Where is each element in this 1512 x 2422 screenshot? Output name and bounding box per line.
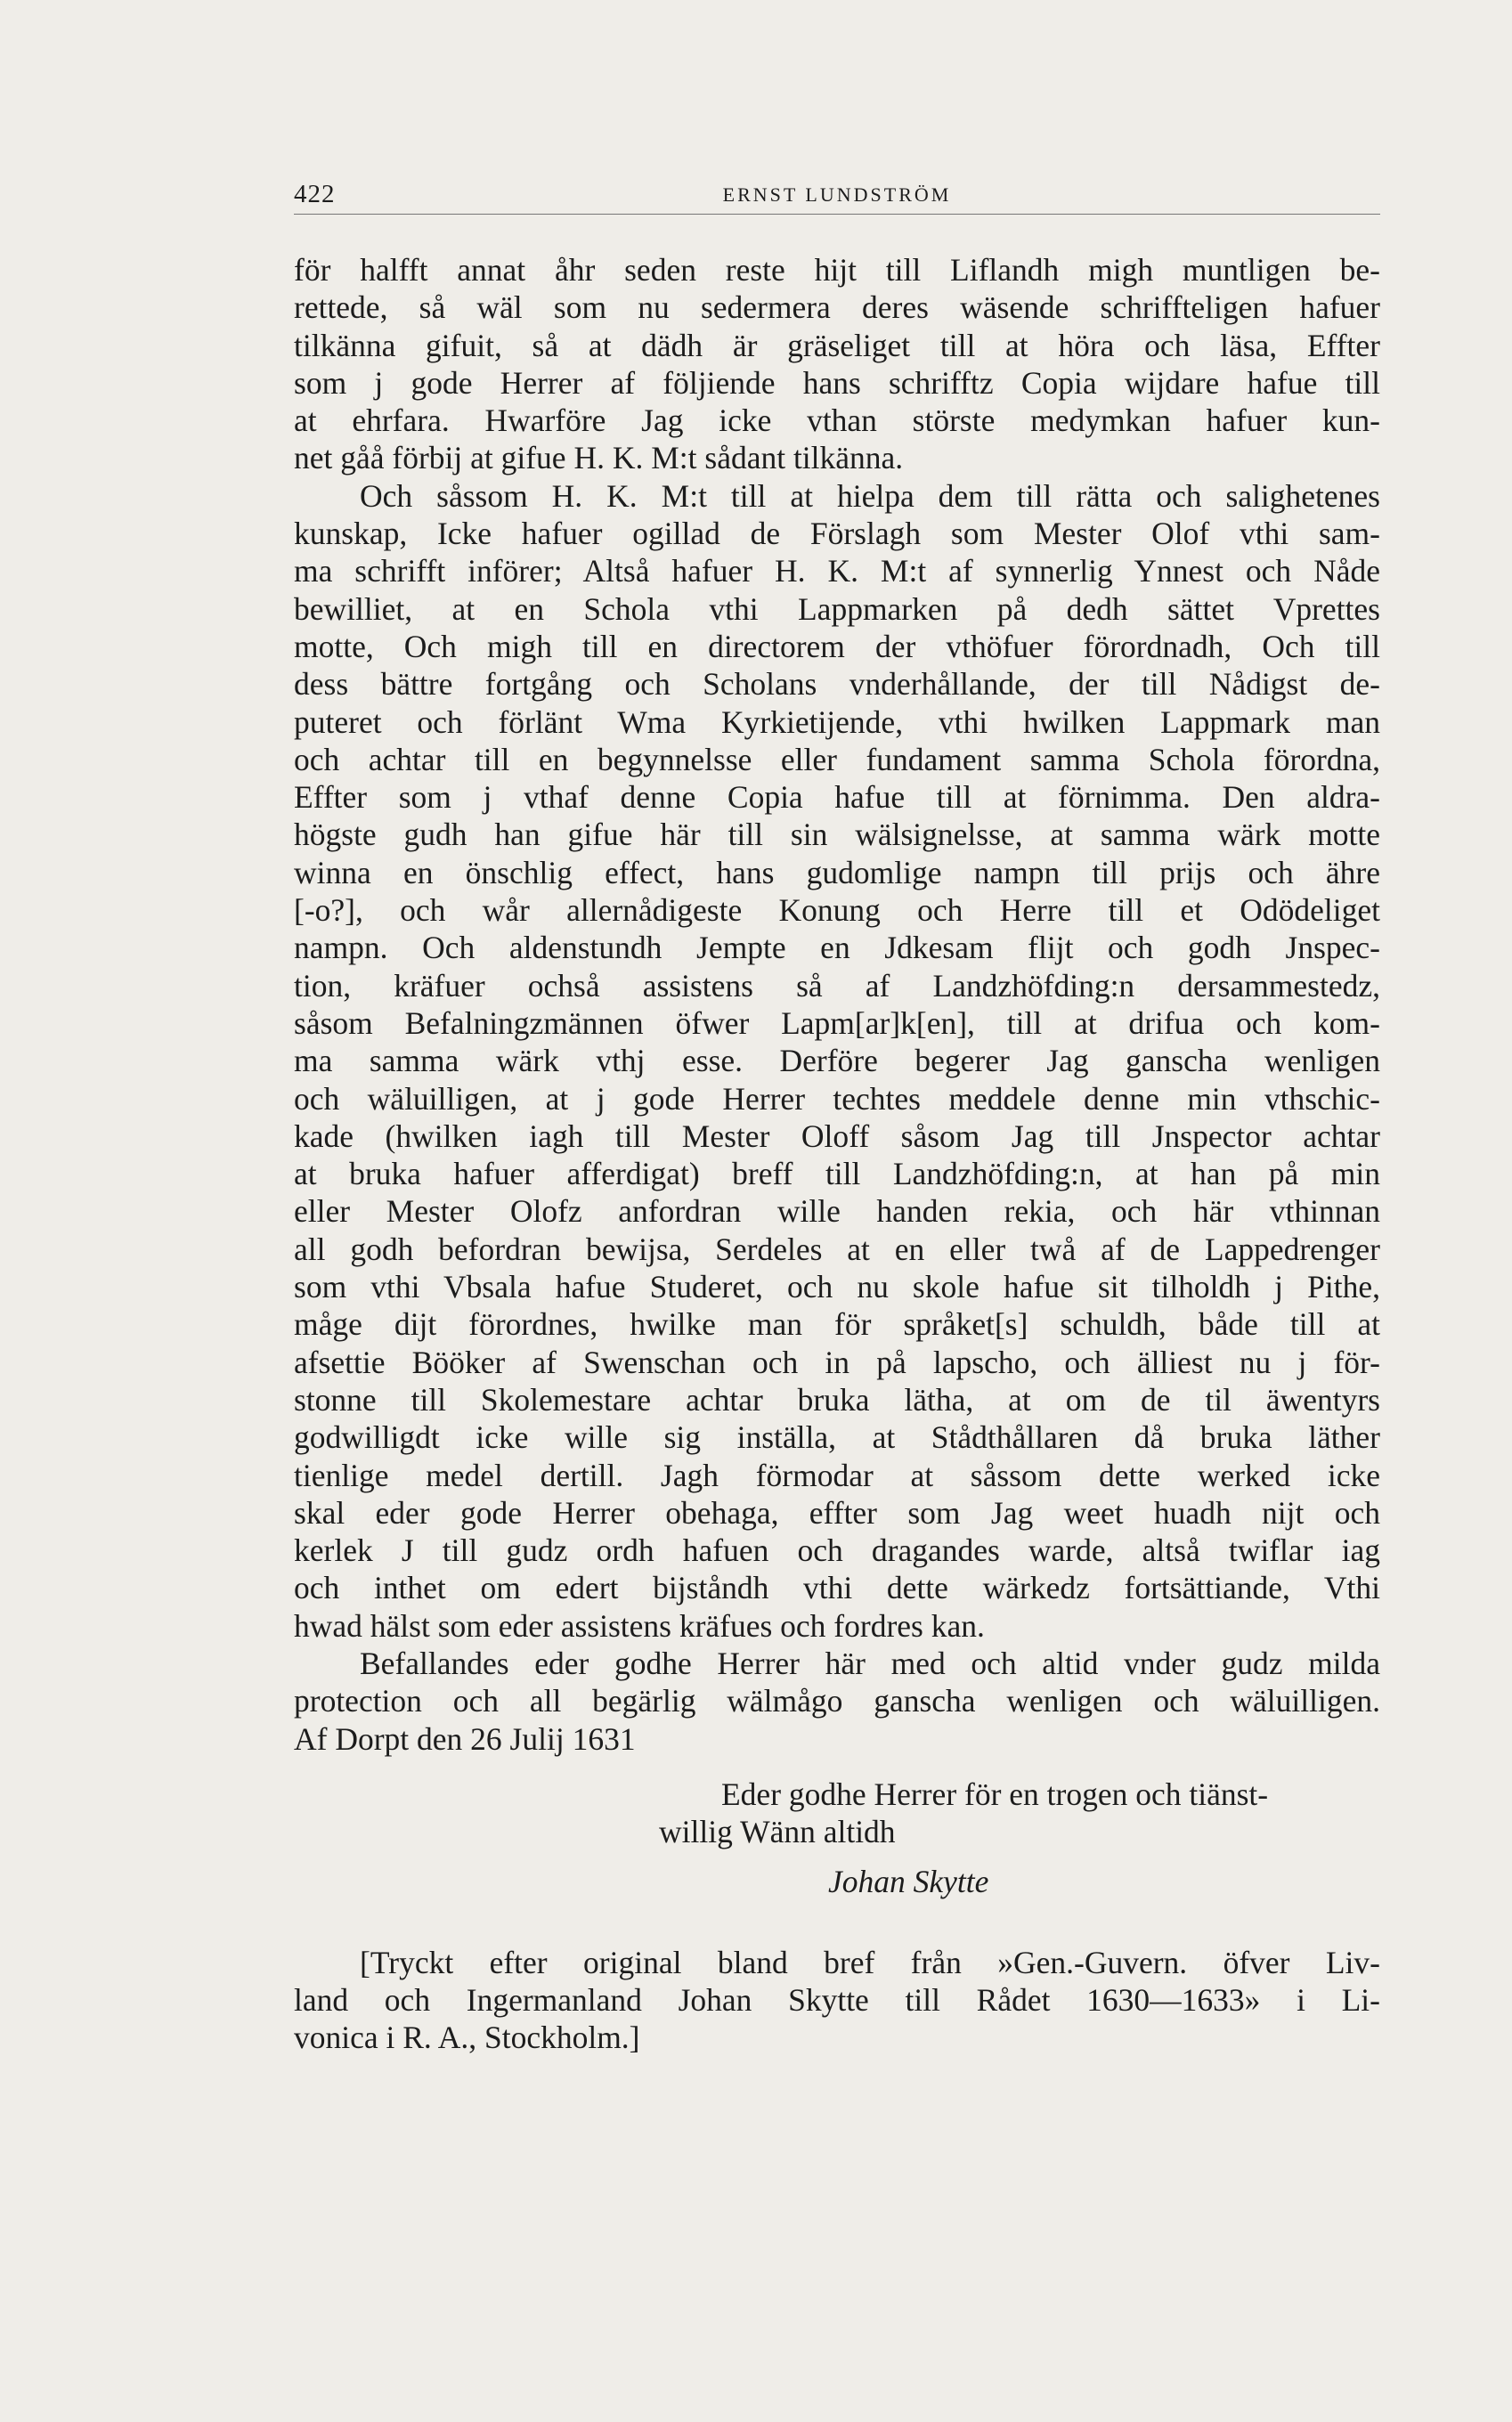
text-line: för halfft annat åhr seden reste hijt till Liflandh migh muntligen be- bbox=[294, 252, 1380, 288]
text-line: skal eder gode Herrer obehaga, effter som Jag weet huadh nijt och bbox=[294, 1494, 1380, 1531]
text-line: nampn. Och aldenstundh Jempte en Jdkesam flijt och godh Jnspec- bbox=[294, 930, 1380, 966]
text-line: bewilliet, at en Schola vthi Lappmarken på dedh sättet Vprettes bbox=[294, 590, 1380, 627]
text-line: dess bättre fortgång och Scholans vnderhållande, der till Nådigst de- bbox=[294, 666, 1380, 703]
text-line: kade (hwilken iagh till Mester Oloff såsom Jag till Jnspector achtar bbox=[294, 1118, 1380, 1154]
text-line: såsom Befalningzmännen öfwer Lapm[ar]k[en], till at drifua och kom- bbox=[294, 1004, 1380, 1041]
running-head: ERNST LUNDSTRÖM bbox=[722, 183, 952, 206]
text-line: motte, Och migh till en directorem der vthöfuer förordnadh, Och till bbox=[294, 628, 1380, 664]
letter-text bbox=[294, 251, 1380, 2057]
spacer bbox=[294, 1901, 1380, 1944]
text-line: Effter som j vthaf denne Copia hafue till at förnimma. Den aldra- bbox=[294, 779, 1380, 816]
text-line: [-o?], och wår allernådigeste Konung och Herre till et Odödeliget bbox=[294, 892, 1380, 929]
spacer bbox=[294, 1850, 1380, 1863]
text-line: som vthi Vbsala hafue Studeret, och nu skole hafue sit tilholdh j Pithe, bbox=[294, 1269, 1380, 1305]
text-line: kunskap, Icke hafuer ogillad de Förslagh som Mester Olof vthi sam- bbox=[294, 516, 1380, 552]
text-line: tienlige medel dertill. Jagh förmodar at såssom dette werked icke bbox=[294, 1457, 1380, 1493]
text-line: högste gudh han gifue här till sin wälsignelsse, at samma wärk motte bbox=[294, 817, 1380, 853]
text-line: puteret och förlänt Wma Kyrkietijende, vthi hwilken Lappmark man bbox=[294, 703, 1380, 740]
text-line: och achtar till en begynnelsse eller fundament samma Schola förordna, bbox=[294, 741, 1380, 777]
text-line: protection och all begärlig wälmågo ganscha wenligen och wäluilligen. bbox=[294, 1683, 1380, 1719]
text-line: tilkänna gifuit, så at dädh är gräseliget till at höra och läsa, Effter bbox=[294, 327, 1380, 363]
text-line: och wäluilligen, at j gode Herrer techtes meddele denne min vthschic- bbox=[294, 1080, 1380, 1117]
text-line: Och såssom H. K. M:t till at hielpa dem till rätta och salighetenes bbox=[360, 477, 1380, 514]
text-line: afsettie Bööker af Swenschan och in på lapscho, och älliest nu j för- bbox=[294, 1344, 1380, 1380]
text-line: tion, kräfuer ochså assistens så af Landzhöfding:n dersammestedz, bbox=[294, 967, 1380, 1004]
note-line: land och Ingermanland Johan Skytte till Rådet 1630—1633» i Li- bbox=[294, 1982, 1380, 2019]
text-line: stonne till Skolemestare achtar bruka lätha, at om de til äwentyrs bbox=[294, 1381, 1380, 1418]
signature: Johan Skytte bbox=[828, 1864, 989, 1900]
text-line: och inthet om edert bijståndh vthi dette wärkedz fortsättiande, Vthi bbox=[294, 1570, 1380, 1606]
note-line: [Tryckt efter original bland bref från »Gen.-Guvern. öfver Liv- bbox=[360, 1944, 1380, 1980]
closing-line: Eder godhe Herrer för en trogen och tiänst- bbox=[721, 1776, 1269, 1812]
page-header bbox=[294, 178, 1380, 215]
text-line: ma schrifft införer; Altså hafuer H. K. M:t af synnerlig Ynnest och Nåde bbox=[294, 553, 1380, 589]
date-line: Af Dorpt den 26 Julij 1631 bbox=[294, 1720, 636, 1757]
text-line: rettede, så wäl som nu sedermera deres wäsende schriffteligen hafuer bbox=[294, 289, 1380, 326]
text-line: at ehrfara. Hwarföre Jag icke vthan störste medymkan hafuer kun- bbox=[294, 402, 1380, 439]
text-line: net gåå förbij at gifue H. K. M:t sådant tilkänna. bbox=[294, 440, 904, 476]
text-line: all godh befordran bewijsa, Serdeles at en eller twå af de Lappedrenger bbox=[294, 1231, 1380, 1267]
text-line: ma samma wärk vthj esse. Derföre begerer Jag ganscha wenligen bbox=[294, 1043, 1380, 1079]
note-line: vonica i R. A., Stockholm.] bbox=[294, 2020, 640, 2056]
text-line: måge dijt förordnes, hwilke man för språket[s] schuldh, både till at bbox=[294, 1306, 1380, 1343]
closing-line: willig Wänn altidh bbox=[659, 1814, 896, 1850]
text-line: godwilligdt icke wille sig inställa, at Stådthållaren då bruka läther bbox=[294, 1419, 1380, 1456]
text-line: eller Mester Olofz anfordran wille handen rekia, och här vthinnan bbox=[294, 1193, 1380, 1230]
page-number: 422 bbox=[294, 180, 336, 208]
text-line: winna en önschlig effect, hans gudomlige nampn till prijs och ähre bbox=[294, 854, 1380, 890]
text-line: kerlek J till gudz ordh hafuen och dragandes warde, altså twiflar iag bbox=[294, 1532, 1380, 1569]
text-line: som j gode Herrer af följiende hans schrifftz Copia wijdare hafue till bbox=[294, 364, 1380, 401]
text-line: Befallandes eder godhe Herrer här med och altid vnder gudz milda bbox=[360, 1645, 1380, 1681]
spacer bbox=[294, 1758, 1380, 1776]
text-line: at bruka hafuer afferdigat) breff till Landzhöfding:n, at han på min bbox=[294, 1156, 1380, 1192]
text-line: hwad hälst som eder assistens kräfues och fordres kan. bbox=[294, 1607, 985, 1644]
